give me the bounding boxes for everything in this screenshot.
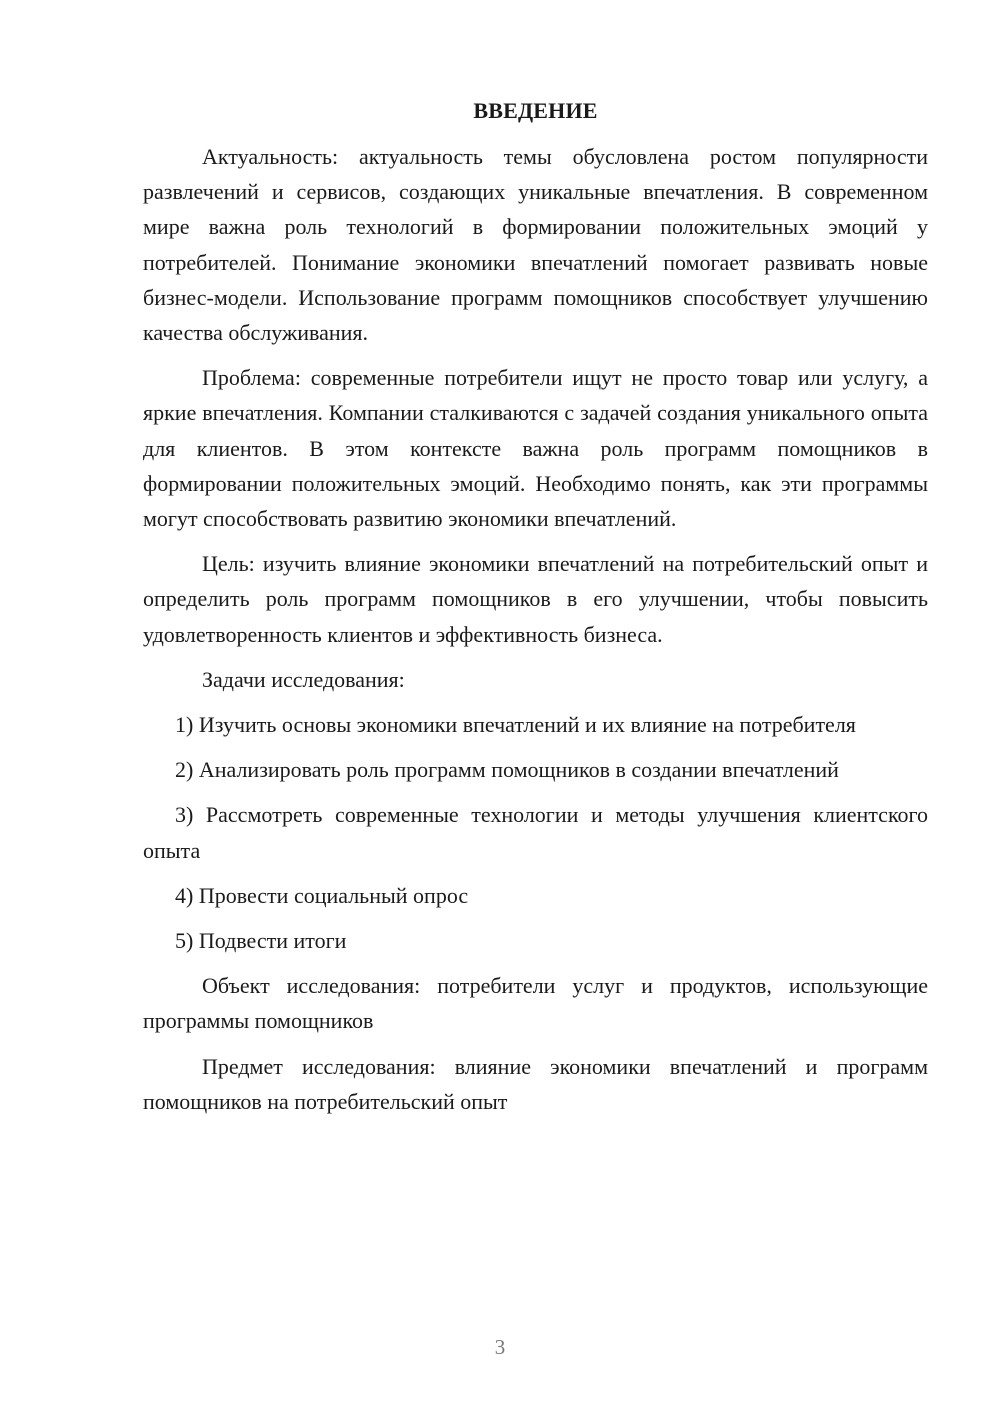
paragraph-goal: Цель: изучить влияние экономики впечатлений на потребительский опыт и определить роль программ помощников в его улучшении, чтобы повысить удовлетворенность клиентов и эффективность бизнеса. <box>143 551 928 647</box>
list-item: 3) Рассмотреть современные технологии и методы улучшения клиентского опыта <box>143 802 928 863</box>
list-item: 4) Провести социальный опрос <box>175 882 469 908</box>
tasks-list <box>143 707 928 958</box>
list-item: 2) Анализировать роль программ помощников в создании впечатлений <box>175 757 839 783</box>
paragraph-problem: Проблема: современные потребители ищут не просто товар или услугу, а яркие впечатления. Компании сталкиваются с задачей создания уникального опыта для клиентов. В этом контексте важна роль программ помощников в формировании положительных эмоций. Необходимо понять, как эти программы могут способствовать развитию экономики впечатлений. <box>143 365 928 532</box>
list-item: 1) Изучить основы экономики впечатлений и их влияние на потребителя <box>175 712 856 738</box>
tasks-heading: Задачи исследования: <box>202 666 405 692</box>
paragraph-subject: Предмет исследования: влияние экономики впечатлений и программ помощников на потребительский опыт <box>143 1053 928 1114</box>
paragraph-object: Объект исследования: потребители услуг и продуктов, использующие программы помощников <box>143 973 928 1034</box>
page-title: ВВЕДЕНИЕ <box>473 98 598 123</box>
page-number: 3 <box>494 1335 506 1359</box>
page-content <box>143 95 928 1119</box>
paragraph-relevance: Актуальность: актуальность темы обусловлена ростом популярности развлечений и сервисов, создающих уникальные впечатления. В современном мире важна роль технологий в формировании положительных эмоций у потребителей. Понимание экономики впечатлений помогает развивать новые бизнес-модели. Использование программ помощников способствует улучшению качества обслуживания. <box>143 144 928 346</box>
list-item: 5) Подвести итоги <box>175 928 347 954</box>
